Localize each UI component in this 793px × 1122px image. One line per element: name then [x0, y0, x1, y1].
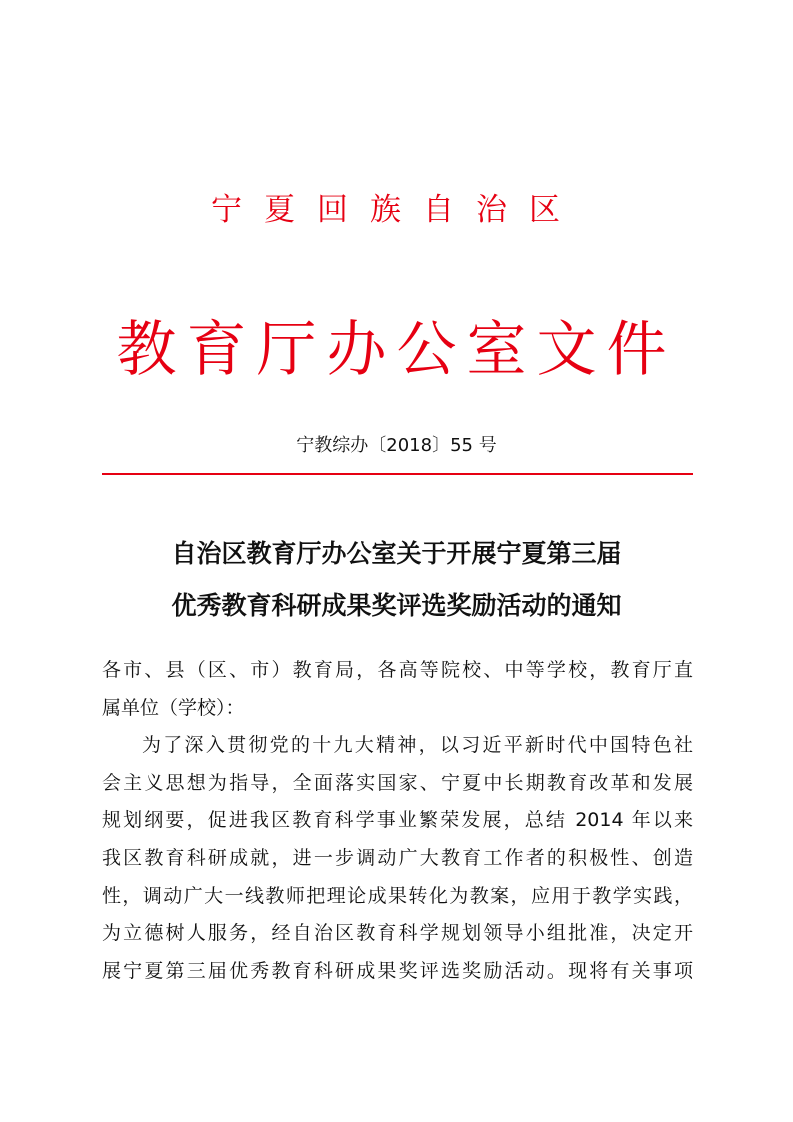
body-line: 属单位（学校）：	[102, 696, 245, 719]
body-line: 我区教育科研成就，进一步调动广大教育工作者的积极性、创造	[102, 846, 693, 869]
body-line: 会主义思想为指导，全面落实国家、宁夏中长期教育改革和发展	[102, 771, 693, 794]
red-divider-line	[102, 473, 693, 475]
body-line: 为立德树人服务，经自治区教育科学规划领导小组批准，决定开	[102, 922, 693, 945]
issuer-region-heading: 宁夏回族自治区	[211, 192, 582, 228]
body-line: 各市、县（区、市）教育局，各高等院校、中等学校，教育厅直	[102, 659, 693, 681]
issuer-office-heading: 教育厅办公室文件	[116, 315, 677, 385]
body-line: 性，调动广大一线教师把理论成果转化为教案，应用于教学实践，	[102, 884, 693, 907]
document-body	[102, 652, 693, 990]
document-title-line-2: 优秀教育科研成果奖评选奖励活动的通知	[171, 591, 622, 620]
body-line: 展宁夏第三届优秀教育科研成果奖评选奖励活动。现将有关事项	[102, 959, 693, 982]
document-title	[0, 528, 793, 632]
document-number: 宁教综办〔2018〕55 号	[296, 435, 497, 456]
document-title-line-1: 自治区教育厅办公室关于开展宁夏第三届	[171, 539, 622, 568]
body-line: 为了深入贯彻党的十九大精神，以习近平新时代中国特色社	[142, 734, 693, 757]
body-line: 规划纲要，促进我区教育科学事业繁荣发展，总结 2014 年以来	[102, 809, 693, 832]
